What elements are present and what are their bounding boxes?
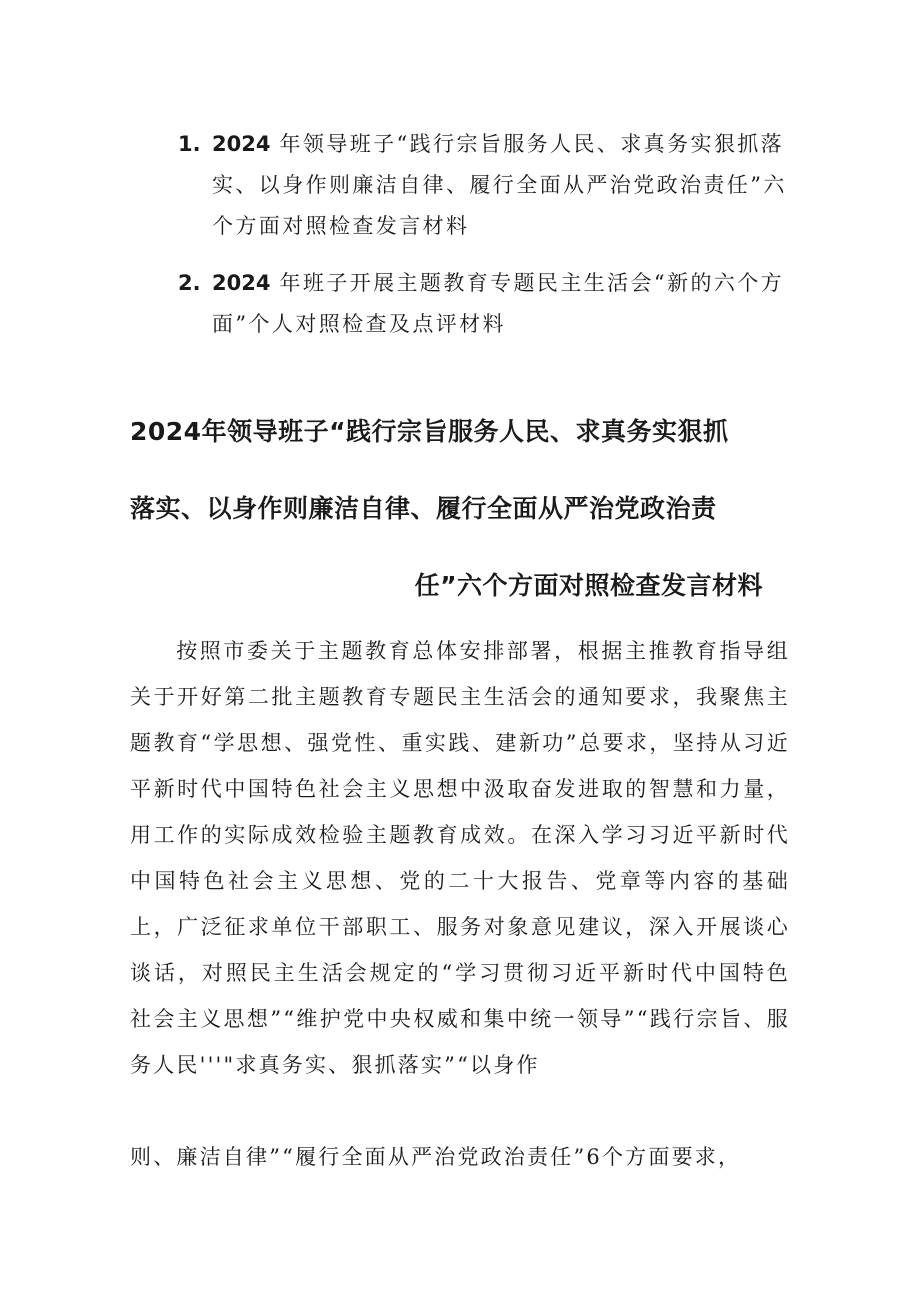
toc-item-title: 年领导班子“践行宗旨服务人民、求真务实狠抓落实、以身作则廉洁自律、履行全面从严治党政治责任”六个方面对照检查发言材料 [212, 132, 787, 238]
toc-item-title: 年班子开展主题教育专题民主生活会“新的六个方面”个人对照检查及点评材料 [212, 271, 785, 336]
toc-item-text [212, 263, 798, 345]
title-line-1: 2024年领导班子“践行宗旨服务人民、求真务实狠抓 [130, 417, 729, 446]
title-line-2: 落实、以身作则廉洁自律、履行全面从严治党政治责 [130, 494, 717, 523]
toc-item-year: 2024 [212, 271, 271, 295]
title-line-3: 任”六个方面对照检查发言材料 [414, 571, 763, 600]
toc-item-number: 1. [178, 132, 201, 156]
table-of-contents [178, 124, 798, 361]
document-title [130, 405, 770, 636]
toc-item-year: 2024 [212, 132, 271, 156]
toc-item-number: 2. [178, 271, 201, 295]
body-paragraph-continuation: 则、廉洁自律”“履行全面从严治党政治责任”6个方面要求， [130, 1145, 742, 1169]
toc-item-2[interactable] [178, 263, 798, 345]
body-paragraph: 按照市委关于主题教育总体安排部署，根据主推教育指导组关于开好第二批主题教育专题民主生活会的通知要求，我聚焦主题教育“学思想、强党性、重实践、建新功”总要求，坚持从习近平新时代中国特色社会主义思想中汲取奋发进取的智慧和力量，用工作的实际成效检验主题教育成效。在深入学习习近平新时代中国特色社会主义思想、党的二十大报告、党章等内容的基础上，广泛征求单位干部职工、服务对象意见建议，深入开展谈心谈话，对照民主生活会规定的“学习贯彻习近平新时代中国特色社会主义思想”“维护党中央权威和集中统一领导”“践行宗旨、服务人民'''"求真务实、狠抓落实”“以身作 [130, 639, 790, 1077]
toc-item-1[interactable] [178, 124, 798, 247]
toc-item-text [212, 124, 798, 247]
